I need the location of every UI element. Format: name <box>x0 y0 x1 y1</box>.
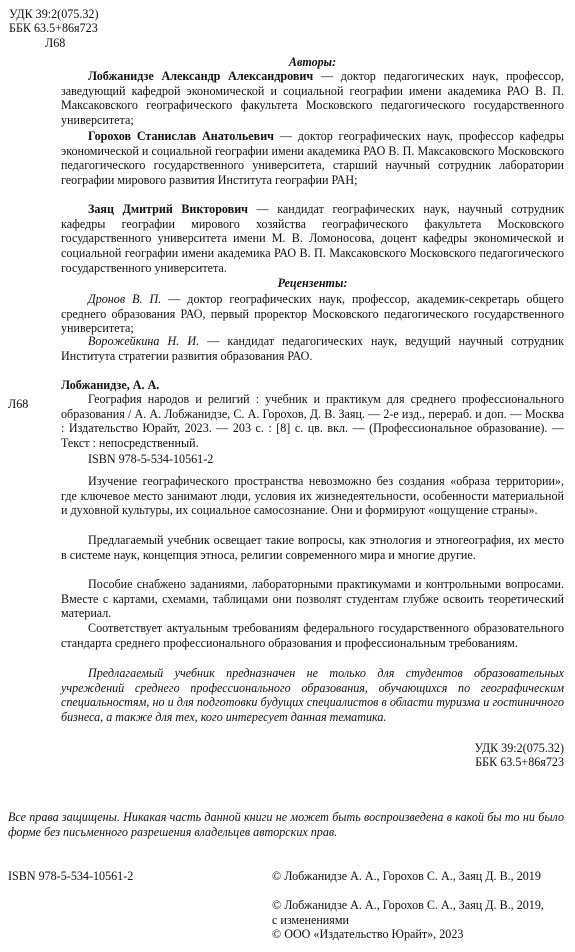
abstract-paragraph-2: Предлагаемый учебник освещает такие вопросы, как этнология и этногеография, их место в системе наук, концепция этноса, религии современного мира и многие другие. <box>61 533 564 562</box>
catalog-description: География народов и религий : учебник и практикум для среднего профессионального образования / А. А. Лобжанидзе, С. А. Горохов, Д. В. Заяц. — 2-е изд., перераб. и доп. — Москва : Издательство Юрайт, 2023. — 203 с. : [8] с. цв. вкл. — (Профессиональное образование). — Текст : непосредственный. <box>61 392 564 451</box>
authors-heading: Авторы: <box>288 55 337 69</box>
reviewer-name: Ворожейкина Н. И. <box>88 334 200 348</box>
author-description: — кандидат географических наук, научный сотрудник кафедры географии мирового хозяйства географического факультета Московского государственного университета имени М. В. Ломоносова, доцент кафедры экономической и социальной географии имени академика РАО В. П. Максаковского Московского педагогического государственного университета. <box>61 202 564 275</box>
catalog-author: Лобжанидзе, А. А. <box>61 378 160 392</box>
author-name: Заяц Дмитрий Викторович <box>88 202 248 216</box>
author-name: Лобжанидзе Александр Александрович <box>88 69 314 83</box>
copyright-1: © Лобжанидзе А. А., Горохов С. А., Заяц Д. В., 2019 <box>272 869 541 883</box>
author-entry-3 <box>61 202 564 276</box>
bbk-code-bottom: ББК 63.5+86я723 <box>475 755 564 769</box>
footer-isbn: ISBN 978-5-534-10561-2 <box>8 869 134 883</box>
reviewer-description: — доктор географических наук, профессор, академик-секретарь общего среднего образования РАО, первый проректор Московского педагогического государственного университета; <box>61 292 564 336</box>
reviewers-heading: Рецензенты: <box>277 276 348 290</box>
copyright-2: © Лобжанидзе А. А., Горохов С. А., Заяц Д. В., 2019, с изменениями <box>272 898 544 927</box>
abstract-paragraph-3: Пособие снабжено заданиями, лабораторными практикумами и контрольными вопросами. Вместе с картами, схемами, таблицами они позволят студентам глубже освоить теоретический материал. <box>61 577 564 621</box>
udk-code-bottom: УДК 39:2(075.32) <box>474 741 564 755</box>
abstract-italic-paragraph: Предлагаемый учебник предназначен не только для студентов образовательных учреждений среднего профессионального образования, обучающихся по географическим специальностям, но и для подготовки будущих специалистов в области туризма и гостиничного бизнеса, а также для тех, кого интересует данная тематика. <box>61 666 564 725</box>
catalog-mark: Л68 <box>8 397 29 411</box>
reviewer-entry-1 <box>61 292 564 336</box>
copyright-3: © ООО «Издательство Юрайт», 2023 <box>272 927 464 941</box>
catalog-isbn: ISBN 978-5-534-10561-2 <box>88 452 214 466</box>
author-mark-top: Л68 <box>45 36 66 50</box>
reviewer-description: — кандидат педагогических наук, ведущий научный сотрудник Института стратегии развития образования РАО. <box>61 334 565 363</box>
author-entry-1 <box>61 69 564 128</box>
author-name: Горохов Станислав Анатольевич <box>88 129 274 143</box>
rights-notice: Все права защищены. Никакая часть данной книги не может быть воспроизведена в какой бы то ни было форме без письменного разрешения владельцев авторских прав. <box>8 810 564 839</box>
reviewer-entry-2 <box>61 334 564 363</box>
reviewer-name: Дронов В. П. <box>88 292 162 306</box>
abstract-paragraph-1: Изучение географического пространства невозможно без создания «образа территории», где ключевое место занимают люди, условия их жизнедеятельности, особенности материальной и духовной культуры, их социальное самосознание. Они и формируют «ощущение страны». <box>61 474 564 518</box>
abstract-paragraph-4: Соответствует актуальным требованиям федерального государственного образовательного стандарта среднего профессионального образования и профессиональным требованиям. <box>61 621 564 650</box>
bbk-code-top: ББК 63.5+86я723 <box>9 21 98 35</box>
udk-code-top: УДК 39:2(075.32) <box>9 7 99 21</box>
author-entry-2 <box>61 129 564 188</box>
author-description: — доктор географических наук, профессор кафедры экономической и социальной географии имени академика РАО В. П. Максаковского Московского педагогического государственного университета, старший научный сотрудник лаборатории географии мирового развития Института географии РАН; <box>61 129 564 188</box>
author-description: — доктор педагогических наук, профессор, заведующий кафедрой экономической и социальной географии имени академика РАО В. П. Максаковского географического факультета Московского педагогического государственного университета; <box>61 69 564 128</box>
